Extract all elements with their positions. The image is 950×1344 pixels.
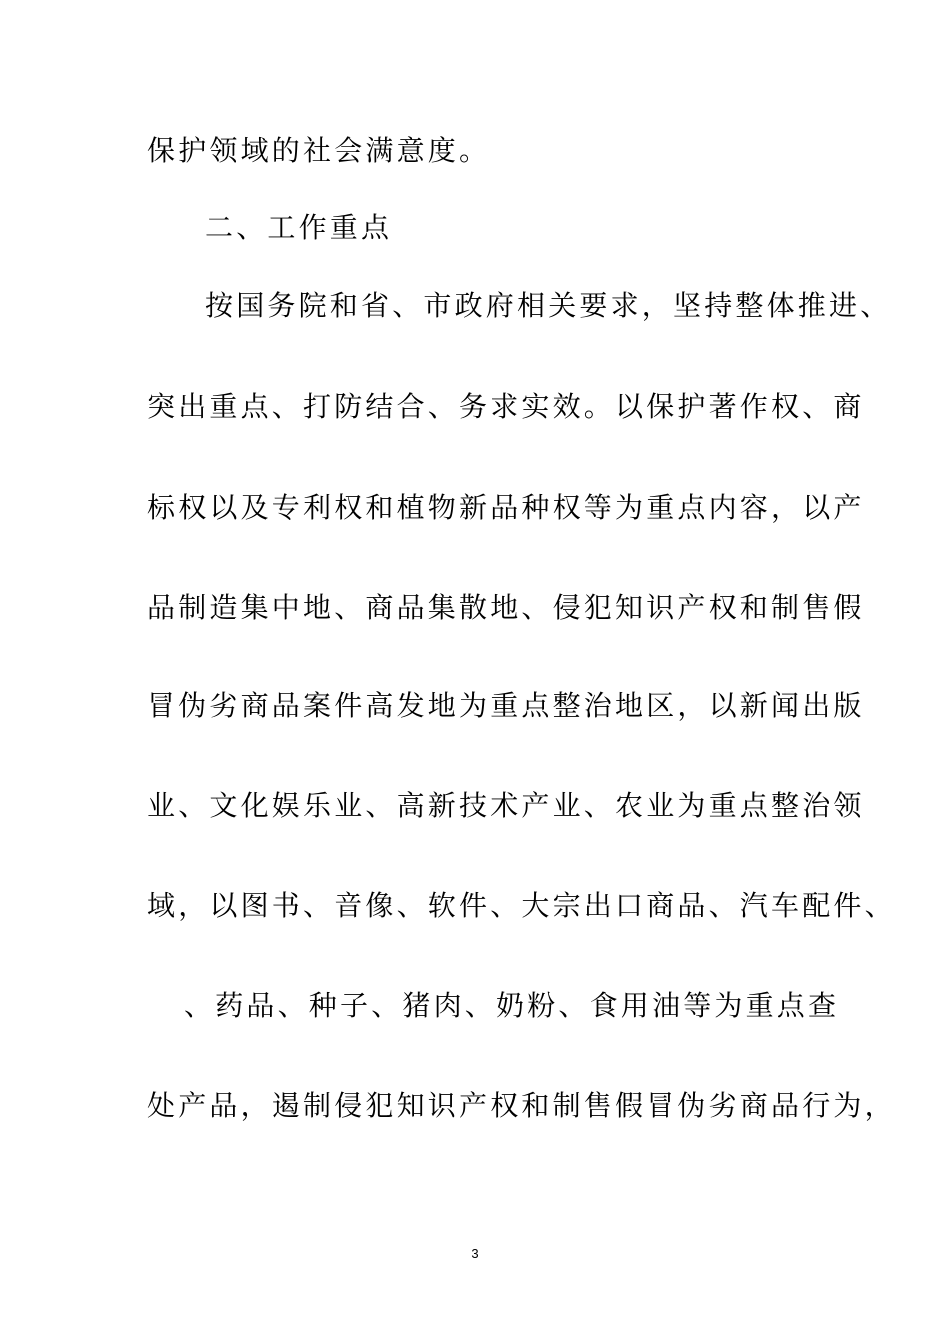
body-text-line: 保护领域的社会满意度。 xyxy=(147,134,491,167)
body-text-line: 处产品，遏制侵犯知识产权和制售假冒伪劣商品行为， xyxy=(147,1089,896,1122)
body-text-line: 按国务院和省、市政府相关要求，坚持整体推进、 xyxy=(205,289,892,322)
body-text-line: 标权以及专利权和植物新品种权等为重点内容，以产 xyxy=(147,491,865,524)
body-text-line: 业、文化娱乐业、高新技术产业、农业为重点整治领 xyxy=(147,789,865,822)
section-heading: 二、工作重点 xyxy=(205,211,393,244)
body-text-line: 域，以图书、音像、软件、大宗出口商品、汽车配件、 xyxy=(147,889,896,922)
body-text-line: 品制造集中地、商品集散地、侵犯知识产权和制售假 xyxy=(147,591,865,624)
page-number: 3 xyxy=(471,1246,479,1261)
body-text-line: 、药品、种子、猪肉、奶粉、食用油等为重点查 xyxy=(184,989,840,1022)
body-text-line: 突出重点、打防结合、务求实效。以保护著作权、商 xyxy=(147,390,865,423)
body-text-line: 冒伪劣商品案件高发地为重点整治地区，以新闻出版 xyxy=(147,689,865,722)
